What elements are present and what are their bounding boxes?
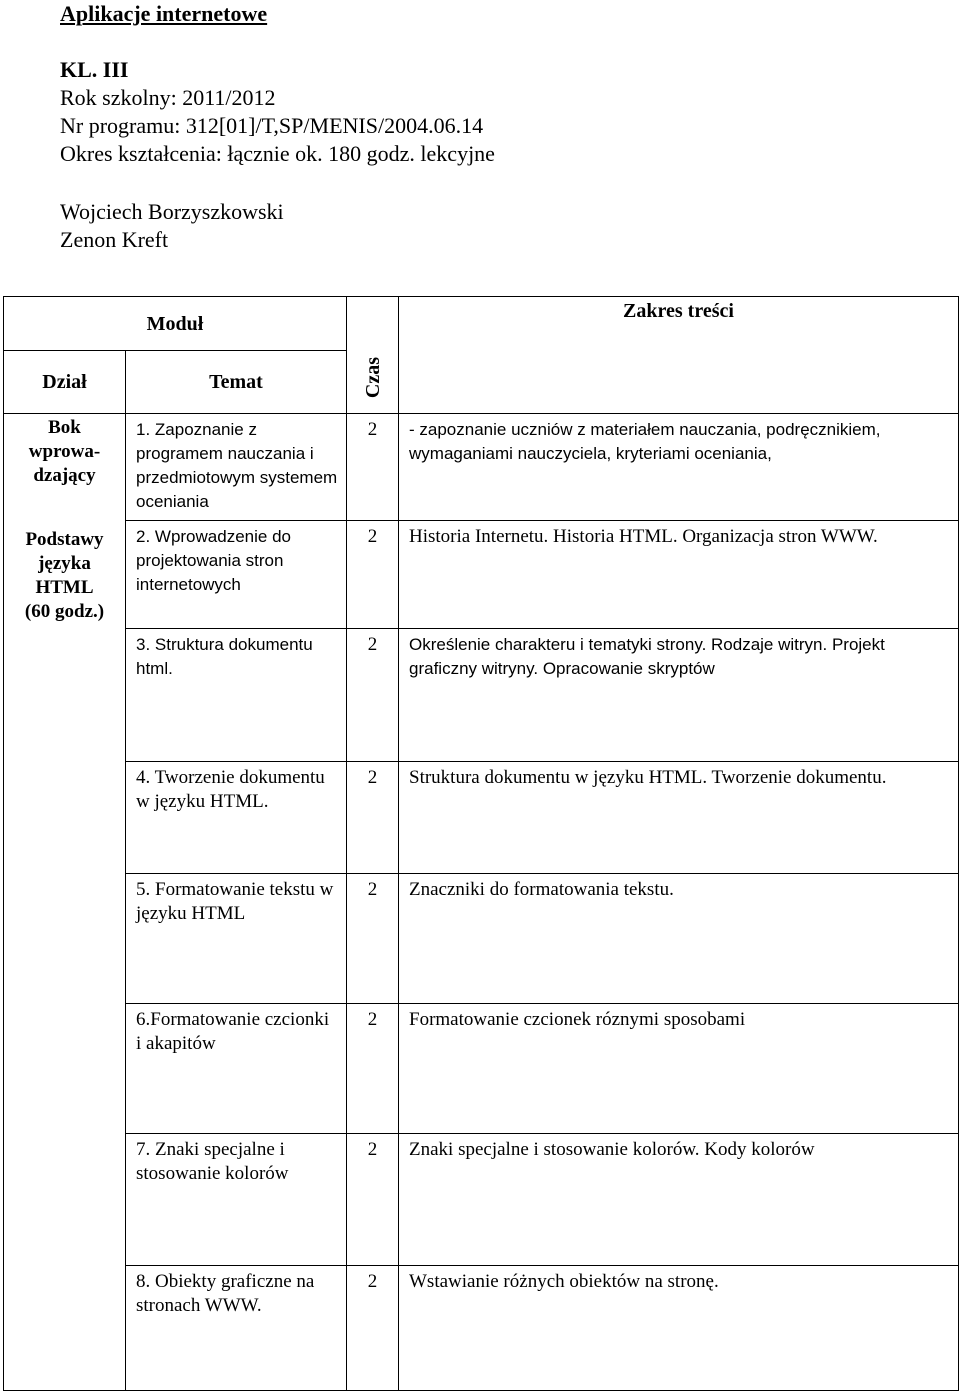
dzial-podstawy: Podstawy języka HTML (60 godz.) <box>24 529 105 622</box>
author-2: Zenon Kreft <box>60 227 169 252</box>
table-row-tresc: Znaczniki do formatowania tekstu. <box>399 874 959 1004</box>
table-row-temat: 7. Znaki specjalne i stosowanie kolorów <box>126 1134 347 1266</box>
table-row-temat: 8. Obiekty graficzne na stronach WWW. <box>126 1266 347 1391</box>
table-row-temat: 1. Zapoznanie z programem nauczania i przedmiotowym systemem oceniania <box>126 414 347 521</box>
header-modul: Moduł <box>4 297 347 351</box>
table-row-czas: 2 <box>347 762 399 874</box>
table-row-czas: 2 <box>347 1266 399 1391</box>
class-label: KL. III <box>60 57 129 82</box>
school-year: Rok szkolny: 2011/2012 <box>60 85 276 110</box>
table-row-czas: 2 <box>347 1134 399 1266</box>
table-row-tresc: Historia Internetu. Historia HTML. Organizacja stron WWW. <box>399 521 959 629</box>
table-row-temat: 3. Struktura dokumentu html. <box>126 629 347 762</box>
table-row-czas: 2 <box>347 629 399 762</box>
curriculum-table <box>3 296 959 1391</box>
dzial-bok: Bok wprowa- dzający <box>28 417 101 486</box>
table-row-tresc: Wstawianie różnych obiektów na stronę. <box>399 1266 959 1391</box>
author-1: Wojciech Borzyszkowski <box>60 199 284 224</box>
program-number: Nr programu: 312[01]/T,SP/MENIS/2004.06.14 <box>60 113 484 138</box>
table-row-czas: 2 <box>347 874 399 1004</box>
table-row-tresc: Formatowanie czcionek róznymi sposobami <box>399 1004 959 1134</box>
header-zakres: Zakres treści <box>399 297 959 414</box>
table-row-czas: 2 <box>347 521 399 629</box>
document-title: Aplikacje internetowe <box>60 1 268 26</box>
header-czas: Czas <box>347 297 399 414</box>
table-row-temat: 2. Wprowadzenie do projektowania stron internetowych <box>126 521 347 629</box>
table-row-temat: 5. Formatowanie tekstu w języku HTML <box>126 874 347 1004</box>
table-row-czas: 2 <box>347 1004 399 1134</box>
table-row-tresc: Znaki specjalne i stosowanie kolorów. Kody kolorów <box>399 1134 959 1266</box>
table-row-tresc: Struktura dokumentu w języku HTML. Tworzenie dokumentu. <box>399 762 959 874</box>
table-row-tresc: - zapoznanie uczniów z materiałem nauczania, podręcznikiem, wymaganiami nauczyciela, kryteriami oceniania, <box>399 414 959 521</box>
header-dzial: Dział <box>4 351 126 414</box>
table-row-temat: 6.Formatowanie czcionki i akapitów <box>126 1004 347 1134</box>
table-row-czas: 2 <box>347 414 399 521</box>
education-period: Okres kształcenia: łącznie ok. 180 godz. lekcyjne <box>60 141 495 166</box>
dzial-column <box>4 414 126 1391</box>
table-row-temat: 4. Tworzenie dokumentu w języku HTML. <box>126 762 347 874</box>
table-row-tresc: Określenie charakteru i tematyki strony. Rodzaje witryn. Projekt graficzny witryny. Opracowanie skryptów <box>399 629 959 762</box>
header-temat: Temat <box>126 351 347 414</box>
